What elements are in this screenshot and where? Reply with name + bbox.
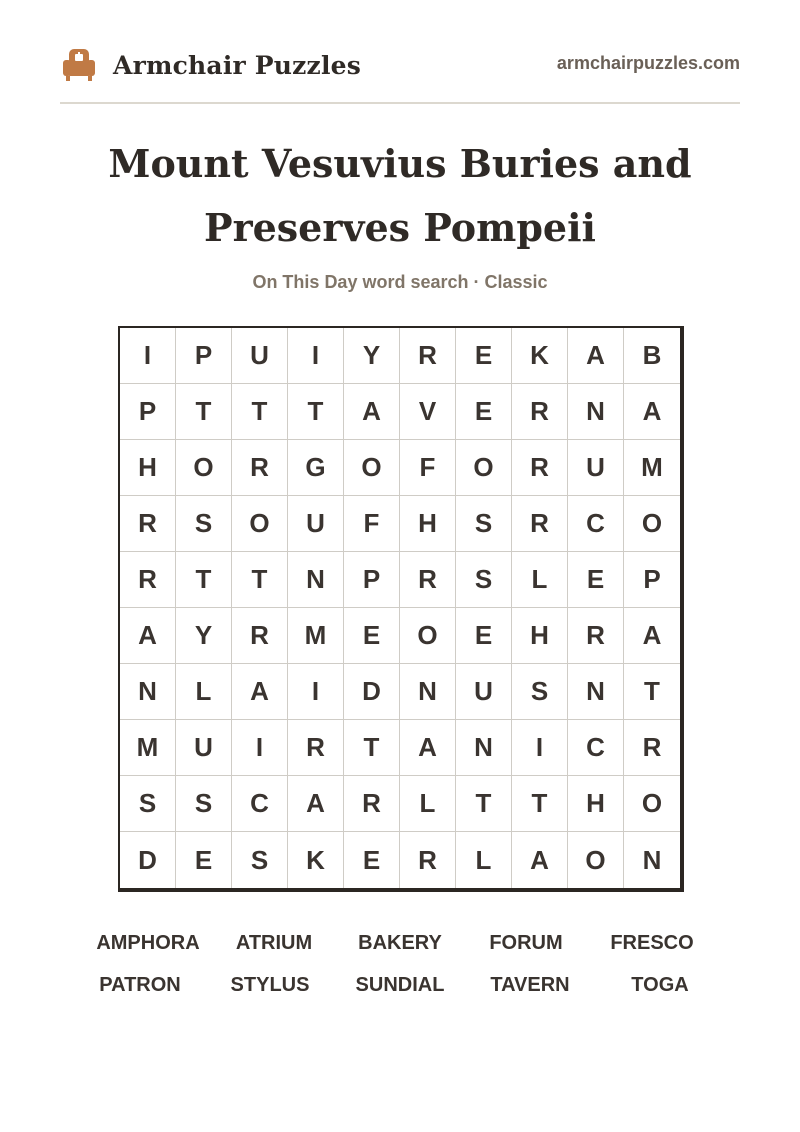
grid-cell[interactable]: P <box>344 552 400 608</box>
grid-cell[interactable]: S <box>176 776 232 832</box>
grid-cell[interactable]: R <box>400 552 456 608</box>
grid-cell[interactable]: S <box>232 832 288 888</box>
grid-cell[interactable]: L <box>400 776 456 832</box>
grid-cell[interactable]: R <box>232 608 288 664</box>
grid-cell[interactable]: R <box>624 720 680 776</box>
grid-cell[interactable]: R <box>120 496 176 552</box>
grid-cell[interactable]: N <box>568 664 624 720</box>
grid-cell[interactable]: D <box>120 832 176 888</box>
grid-cell[interactable]: U <box>456 664 512 720</box>
grid-cell[interactable]: I <box>512 720 568 776</box>
grid-cell[interactable]: M <box>288 608 344 664</box>
grid-cell[interactable]: P <box>176 328 232 384</box>
grid-cell[interactable]: O <box>624 496 680 552</box>
grid-cell[interactable]: Y <box>176 608 232 664</box>
grid-cell[interactable]: A <box>344 384 400 440</box>
grid-cell[interactable]: S <box>456 496 512 552</box>
brand[interactable] <box>60 46 361 84</box>
grid-cell[interactable]: T <box>512 776 568 832</box>
grid-cell[interactable]: E <box>176 832 232 888</box>
grid-cell[interactable]: R <box>288 720 344 776</box>
grid-cell[interactable]: C <box>232 776 288 832</box>
grid-cell[interactable]: E <box>456 328 512 384</box>
grid-cell[interactable]: T <box>176 552 232 608</box>
word-list-item: SUNDIAL <box>355 973 445 996</box>
grid-cell[interactable]: A <box>232 664 288 720</box>
grid-cell[interactable]: A <box>512 832 568 888</box>
grid-cell[interactable]: M <box>120 720 176 776</box>
grid-cell[interactable]: R <box>344 776 400 832</box>
grid-cell[interactable]: Y <box>344 328 400 384</box>
title-line-2: Preserves Pompeii <box>204 205 596 250</box>
grid-cell[interactable]: S <box>512 664 568 720</box>
armchair-icon <box>60 46 98 84</box>
grid-cell[interactable]: A <box>400 720 456 776</box>
grid-cell[interactable]: R <box>512 440 568 496</box>
grid-cell[interactable]: U <box>232 328 288 384</box>
word-list-item: TOGA <box>631 973 689 996</box>
grid-cell[interactable]: G <box>288 440 344 496</box>
grid-cell[interactable]: N <box>288 552 344 608</box>
grid-cell[interactable]: B <box>624 328 680 384</box>
grid-cell[interactable]: A <box>288 776 344 832</box>
word-search-grid <box>118 326 684 892</box>
grid-cell[interactable]: T <box>232 384 288 440</box>
grid-cell[interactable]: C <box>568 720 624 776</box>
title-line-1: Mount Vesuvius Buries and <box>108 141 692 186</box>
word-list-item: TAVERN <box>490 973 570 996</box>
word-list-item: ATRIUM <box>235 931 313 954</box>
grid-cell[interactable]: N <box>120 664 176 720</box>
page-title <box>60 132 740 260</box>
grid-cell[interactable]: U <box>568 440 624 496</box>
word-list <box>0 922 800 1006</box>
grid-cell[interactable]: R <box>400 832 456 888</box>
grid-cell[interactable]: E <box>456 384 512 440</box>
grid-cell[interactable]: N <box>400 664 456 720</box>
grid-cell[interactable]: U <box>176 720 232 776</box>
grid-cell[interactable]: F <box>344 496 400 552</box>
word-list-item: FORUM <box>489 931 563 954</box>
grid-cell[interactable]: A <box>120 608 176 664</box>
grid-cell[interactable]: R <box>512 384 568 440</box>
grid-cell[interactable]: E <box>568 552 624 608</box>
word-list-item: STYLUS <box>230 973 310 996</box>
grid-cell[interactable]: O <box>176 440 232 496</box>
word-list-item: PATRON <box>99 973 181 996</box>
grid-cell[interactable]: N <box>456 720 512 776</box>
grid-cell[interactable]: P <box>624 552 680 608</box>
grid-cell[interactable]: I <box>232 720 288 776</box>
grid-cell[interactable]: V <box>400 384 456 440</box>
word-list-row <box>0 964 800 1006</box>
grid-cell[interactable]: K <box>512 328 568 384</box>
grid-cell[interactable]: U <box>288 496 344 552</box>
grid-cell[interactable]: H <box>512 608 568 664</box>
grid-cell[interactable]: N <box>642 844 662 875</box>
grid-cell[interactable]: O <box>568 832 624 888</box>
grid-cell[interactable]: T <box>232 552 288 608</box>
grid-cell[interactable]: E <box>456 608 512 664</box>
grid-cell[interactable]: R <box>232 440 288 496</box>
grid-cell[interactable]: L <box>512 552 568 608</box>
grid-cell[interactable]: D <box>344 664 400 720</box>
grid-cell[interactable]: H <box>120 440 176 496</box>
grid-cell[interactable]: E <box>344 608 400 664</box>
grid-cell[interactable]: N <box>568 384 624 440</box>
grid-cell[interactable]: L <box>456 832 512 888</box>
brand-name: Armchair Puzzles <box>113 50 362 80</box>
grid-cell[interactable]: O <box>232 496 288 552</box>
grid-cell[interactable]: L <box>176 664 232 720</box>
grid-cell[interactable]: A <box>624 384 680 440</box>
grid-cell[interactable]: R <box>120 552 176 608</box>
grid-cell[interactable]: K <box>288 832 344 888</box>
grid-cell[interactable]: T <box>176 384 232 440</box>
grid-cell[interactable]: O <box>344 440 400 496</box>
grid-cell[interactable]: F <box>400 440 456 496</box>
grid-cell[interactable]: S <box>120 776 176 832</box>
grid-cell[interactable]: M <box>624 440 680 496</box>
word-list-row <box>0 922 800 964</box>
word-list-item: FRESCO <box>610 931 694 954</box>
grid-cell[interactable]: R <box>568 608 624 664</box>
grid-cell[interactable]: I <box>288 664 344 720</box>
grid-cell[interactable]: I <box>288 328 344 384</box>
grid-cell[interactable]: P <box>120 384 176 440</box>
grid-cell[interactable]: C <box>568 496 624 552</box>
grid-cell[interactable]: T <box>288 384 344 440</box>
page-header <box>60 40 740 104</box>
site-link[interactable]: armchairpuzzles.com <box>556 53 740 73</box>
grid-cell[interactable]: T <box>624 664 680 720</box>
word-list-item: AMPHORA <box>96 931 200 954</box>
grid-cell[interactable]: T <box>344 720 400 776</box>
grid-cell[interactable]: E <box>344 832 400 888</box>
grid-cell[interactable]: H <box>400 496 456 552</box>
grid-cell[interactable]: O <box>456 440 512 496</box>
word-list-item: BAKERY <box>358 931 442 954</box>
grid-cell[interactable]: I <box>120 328 176 384</box>
grid-cell[interactable]: H <box>568 776 624 832</box>
grid-cell[interactable]: S <box>456 552 512 608</box>
puzzle-subtitle: On This Day word search · Classic <box>252 272 548 292</box>
grid-cell[interactable]: T <box>456 776 512 832</box>
grid-cell[interactable]: O <box>624 776 680 832</box>
grid-cell[interactable]: R <box>512 496 568 552</box>
grid-cell[interactable]: O <box>400 608 456 664</box>
grid-cell[interactable]: R <box>400 328 456 384</box>
grid-cell[interactable]: A <box>568 328 624 384</box>
grid-cell[interactable]: A <box>624 608 680 664</box>
grid-cell[interactable]: S <box>176 496 232 552</box>
